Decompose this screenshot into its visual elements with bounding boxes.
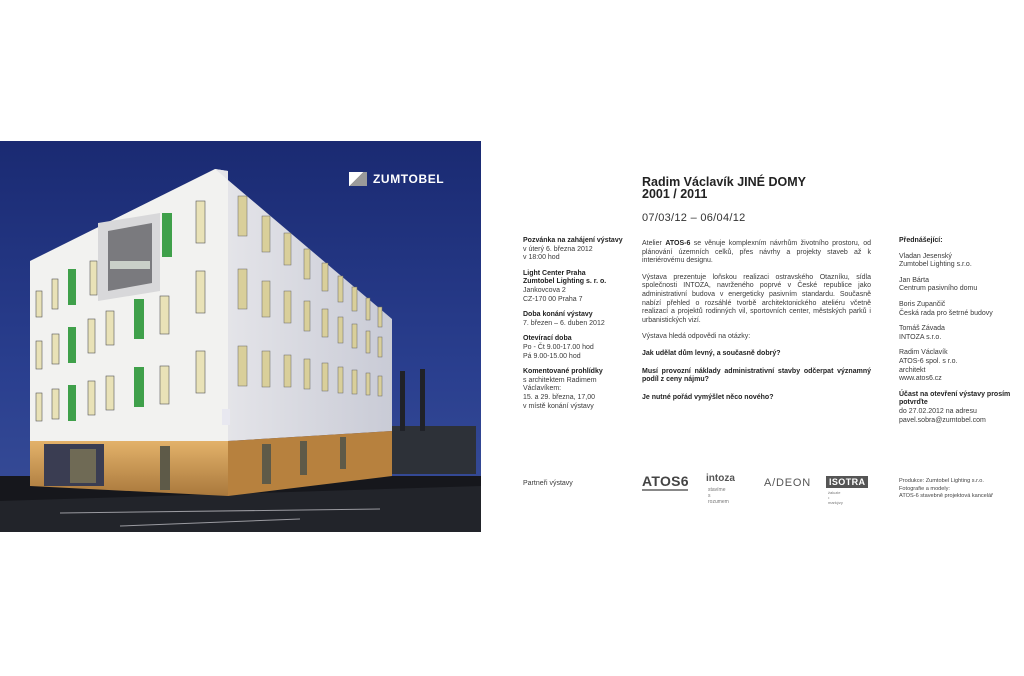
speaker-org: Centrum pasivního domu <box>899 285 978 293</box>
tours-line: s architektem Radimem <box>523 376 597 384</box>
hours-friday: Pá 9.00-15.00 hod <box>523 352 581 360</box>
question-3: Je nutné pořád vymýšlet něco nového? <box>642 393 774 401</box>
duration-heading: Doba konání výstavy <box>523 311 593 319</box>
speaker-org: Česká rada pro šetrné budovy <box>899 309 993 317</box>
intro-bold: ATOS-6 <box>665 240 691 247</box>
venue-company: Zumtobel Lighting s. r. o. <box>523 278 607 286</box>
zumtobel-logo-text: ZUMTOBEL <box>373 172 445 186</box>
venue-block <box>523 270 633 304</box>
speaker-item <box>899 325 1019 342</box>
speaker-website: www.atos6.cz <box>899 375 942 383</box>
venue-name: Light Center Praha <box>523 269 586 277</box>
duration-block <box>523 311 633 328</box>
speaker-name: Radim Václavík <box>899 349 948 357</box>
invite-block <box>523 237 633 263</box>
venue-street: Jankovcova 2 <box>523 286 566 294</box>
speaker-org: ATOS-6 spol. s r.o. <box>899 357 958 365</box>
credits-line: Fotografie a modely: <box>899 485 950 492</box>
speaker-item <box>899 277 1019 294</box>
exhibition-dates: 07/03/12 – 06/04/12 <box>642 212 746 224</box>
speakers-heading-block <box>899 237 1019 246</box>
invite-time: v 18:00 hod <box>523 254 560 262</box>
speakers-column <box>899 237 1019 432</box>
speakers-heading: Přednášející: <box>899 237 943 244</box>
tours-heading: Komentované prohlídky <box>523 368 603 376</box>
speaker-name: Vladan Jesenský <box>899 252 952 260</box>
speaker-org: Zumtobel Lighting s.r.o. <box>899 261 972 269</box>
speaker-name: Tomáš Závada <box>899 325 945 333</box>
hours-block <box>523 335 633 361</box>
description-column <box>642 240 871 411</box>
speaker-name: Jan Bárta <box>899 276 929 284</box>
intoza-logo: intoza <box>706 473 735 484</box>
speaker-org: INTOZA s.r.o. <box>899 333 942 341</box>
tours-line: v místě konání výstavy <box>523 402 594 410</box>
intro-paragraph <box>642 240 871 266</box>
hours-weekday: Po - Čt 9.00-17.00 hod <box>523 343 594 351</box>
questions-intro: Výstava hledá odpovědi na otázky: <box>642 333 751 341</box>
rsvp-heading: Účast na otevření výstavy prosím potvrďte <box>899 390 1011 407</box>
rsvp-deadline: do 27.02.2012 na adresu <box>899 407 977 415</box>
building-illustration <box>0 141 481 532</box>
tours-line: Václavíkem: <box>523 385 562 393</box>
venue-city: CZ-170 00 Praha 7 <box>523 295 583 303</box>
invite-heading: Pozvánka na zahájení výstavy <box>523 237 623 244</box>
exhibition-paragraph: Výstava prezentuje loňskou realizaci ostravského Otazníku, sídla společnosti INTOZA, navrženého poprvé v České republice jako administrativní budova v energeticky pasivním standardu. Současně nabízí přehled o rozsáhlé tvorbě architektonického ateliéru včetně realizací a projektů rodinných vil, sportovních center, městských parků i urbanistických vizí. <box>642 273 871 324</box>
rsvp-email: pavel.sobra@zumtobel.com <box>899 416 986 424</box>
intoza-logo-tagline: stavíme s rozumem <box>708 487 729 505</box>
tours-line: 15. a 29. března, 17,00 <box>523 393 595 401</box>
credits-line: ATOS-6 stavebně projektová kancelář <box>899 493 994 499</box>
hours-heading: Otevírací doba <box>523 335 572 343</box>
speaker-item <box>899 301 1019 318</box>
speaker-name: Boris Zupančič <box>899 300 946 308</box>
exhibition-title-line2: 2001 / 2011 <box>642 187 708 201</box>
rsvp-block <box>899 391 1019 425</box>
duration-range: 7. březen – 6. duben 2012 <box>523 319 605 327</box>
speaker-role: architekt <box>899 366 926 374</box>
question-1: Jak udělat dům levný, a současně dobrý? <box>642 349 781 357</box>
event-info-column <box>523 237 633 418</box>
isotra-logo: ISOTRA <box>826 476 868 488</box>
invite-date: v úterý 6. března 2012 <box>523 245 593 253</box>
tours-block <box>523 368 633 411</box>
isotra-logo-tagline: žaluzie • markýzy <box>828 490 843 505</box>
exhibition-title-line1: Radim Václavík JINÉ DOMY <box>642 175 806 189</box>
zumtobel-logo <box>349 172 444 186</box>
intro-text: Atelier <box>642 240 666 247</box>
intro-text: se věnuje komplexním návrhům životního prostoru, od plánování územních celků, přes návrhy a projekty staveb až k interiérovému designu. <box>642 240 871 265</box>
partners-label: Partneři výstavy <box>523 480 573 487</box>
zumtobel-logo-icon <box>349 172 367 186</box>
atos6-logo: ATOS6 <box>642 473 689 489</box>
building-photo <box>0 141 481 532</box>
speaker-item <box>899 253 1019 270</box>
credits-line: Produkce: Zumtobel Lighting s.r.o. <box>899 478 984 484</box>
question-2: Musí provozní náklady administrativní stavby odčerpat významný podíl z ceny nájmu? <box>642 367 871 384</box>
credits <box>899 478 1019 501</box>
atos6-logo-underline <box>642 489 688 491</box>
exhibition-title <box>642 176 806 200</box>
speaker-item <box>899 349 1019 383</box>
adeon-logo: A/DEON <box>764 477 811 489</box>
